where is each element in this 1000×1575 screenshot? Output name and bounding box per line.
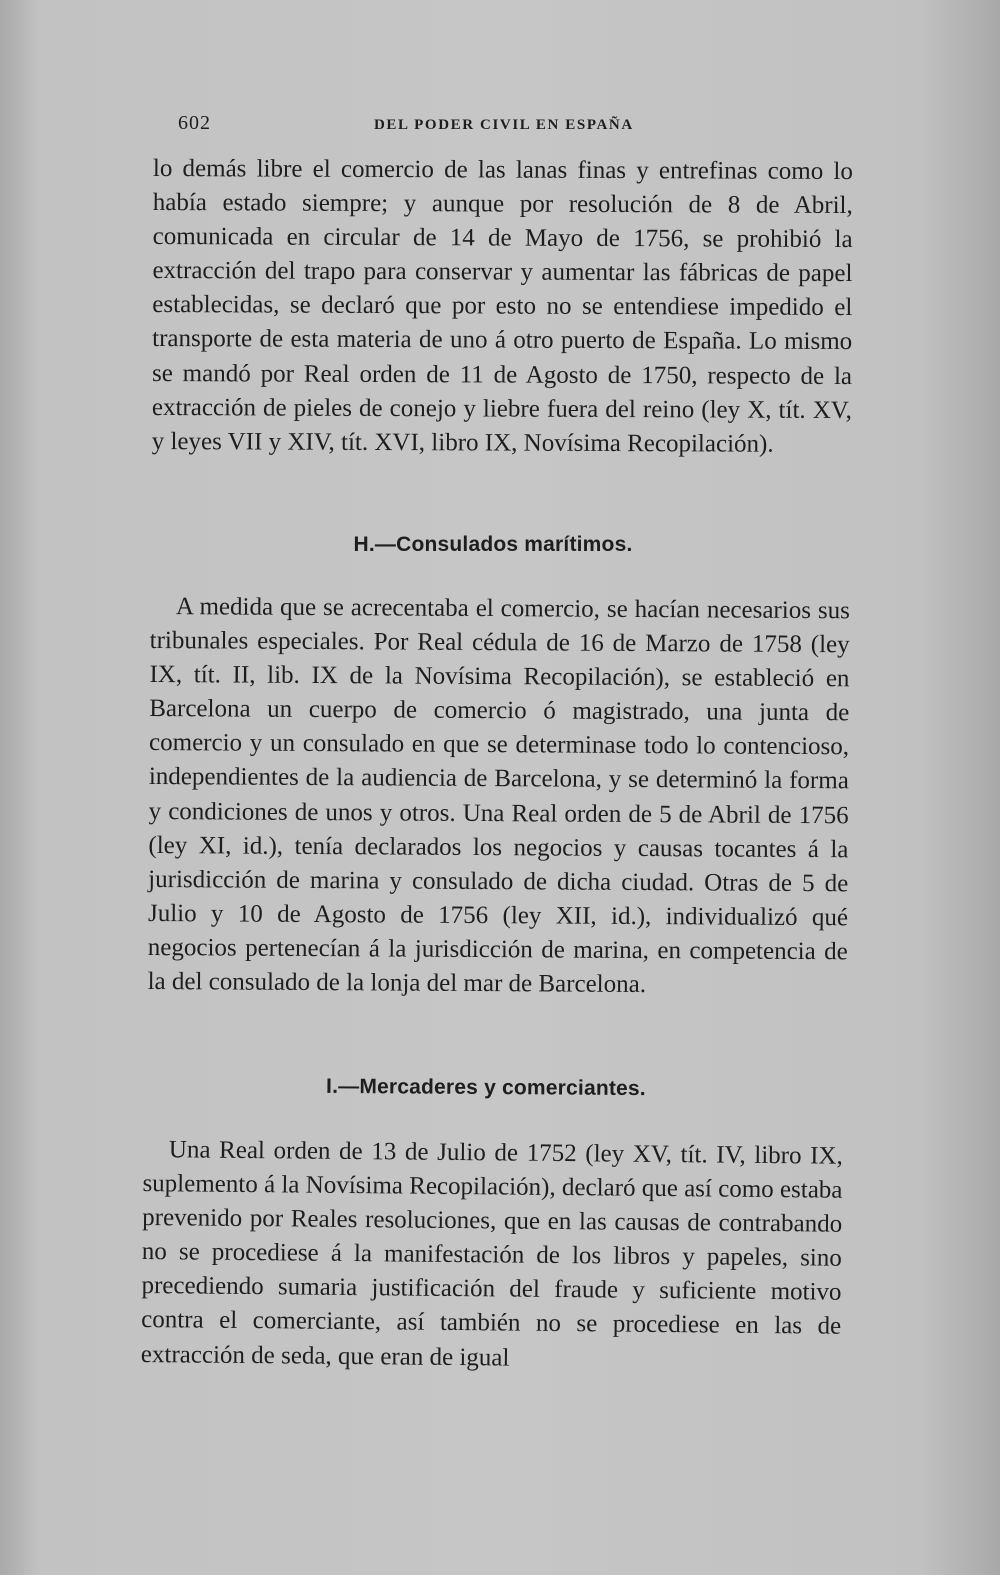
paragraph: Una Real orden de 13 de Julio de 1752 (ley XV, tít. IV, libro IX, suplemento á la Novísima Recopilación), declaró que así como estaba prevenido por Reales resoluciones, que en las causas de contrabando no se procediese á la manifestación de los libros y papeles, sino precediendo sumaria justificación del fraude y suficiente motivo contra el comerciante, así también no se procediese en las de extracción de seda, que eran de igual xyxy=(140,1136,843,1372)
text-block-3 xyxy=(141,1133,843,1378)
running-title: DEL PODER CIVIL EN ESPAÑA xyxy=(374,117,634,133)
section-heading: I.—Mercaderes y comerciantes. xyxy=(326,1074,646,1101)
text-block-2 xyxy=(148,590,850,1003)
page-number: 602 xyxy=(178,112,211,134)
page-header xyxy=(178,112,838,142)
section-heading: H.—Consulados marítimos. xyxy=(353,533,633,556)
paragraph: lo demás libre el comercio de las lanas finas y entrefinas como lo había estado siempre; y aunque por resolución de 8 de Abril, comunicada en circular de 14 de Mayo de 1756, se prohibió la extracción del trapo para conservar y aumentar las fábricas de papel establecidas, se declaró que por esto no se entendiese impedido el transporte de esta materia de uno á otro puerto de España. Lo mismo se mandó por Real orden de 11 de Agosto de 1750, respecto de la extracción de pieles de conejo y liebre fuera del reino (ley X, tít. XV, y leyes VII y XIV, tít. XVI, libro IX, Novísima Recopilación). xyxy=(151,154,853,458)
paragraph: A medida que se acrecentaba el comercio, se hacían necesarios sus tribunales especiales. Por Real cédula de 16 de Marzo de 1758 (ley IX, tít. II, lib. IX de la Novísima Recopilación), se estableció en Barcelona un cuerpo de comercio ó magistrado, una junta de comercio y un consulado en que se determinase todo lo contencioso, independientes de la audiencia de Barcelona, y se determinó la forma y condiciones de unos y otros. Una Real orden de 5 de Abril de 1756 (ley XI, id.), tenía declarados los negocios y causas tocantes á la jurisdicción de marina y consulado de dicha ciudad. Otras de 5 de Julio y 10 de Agosto de 1756 (ley XII, id.), individualizó qué negocios pertenecían á la jurisdicción de marina, en competencia de la del consulado de la lonja del mar de Barcelona. xyxy=(147,593,850,999)
text-block-1 xyxy=(152,152,853,462)
